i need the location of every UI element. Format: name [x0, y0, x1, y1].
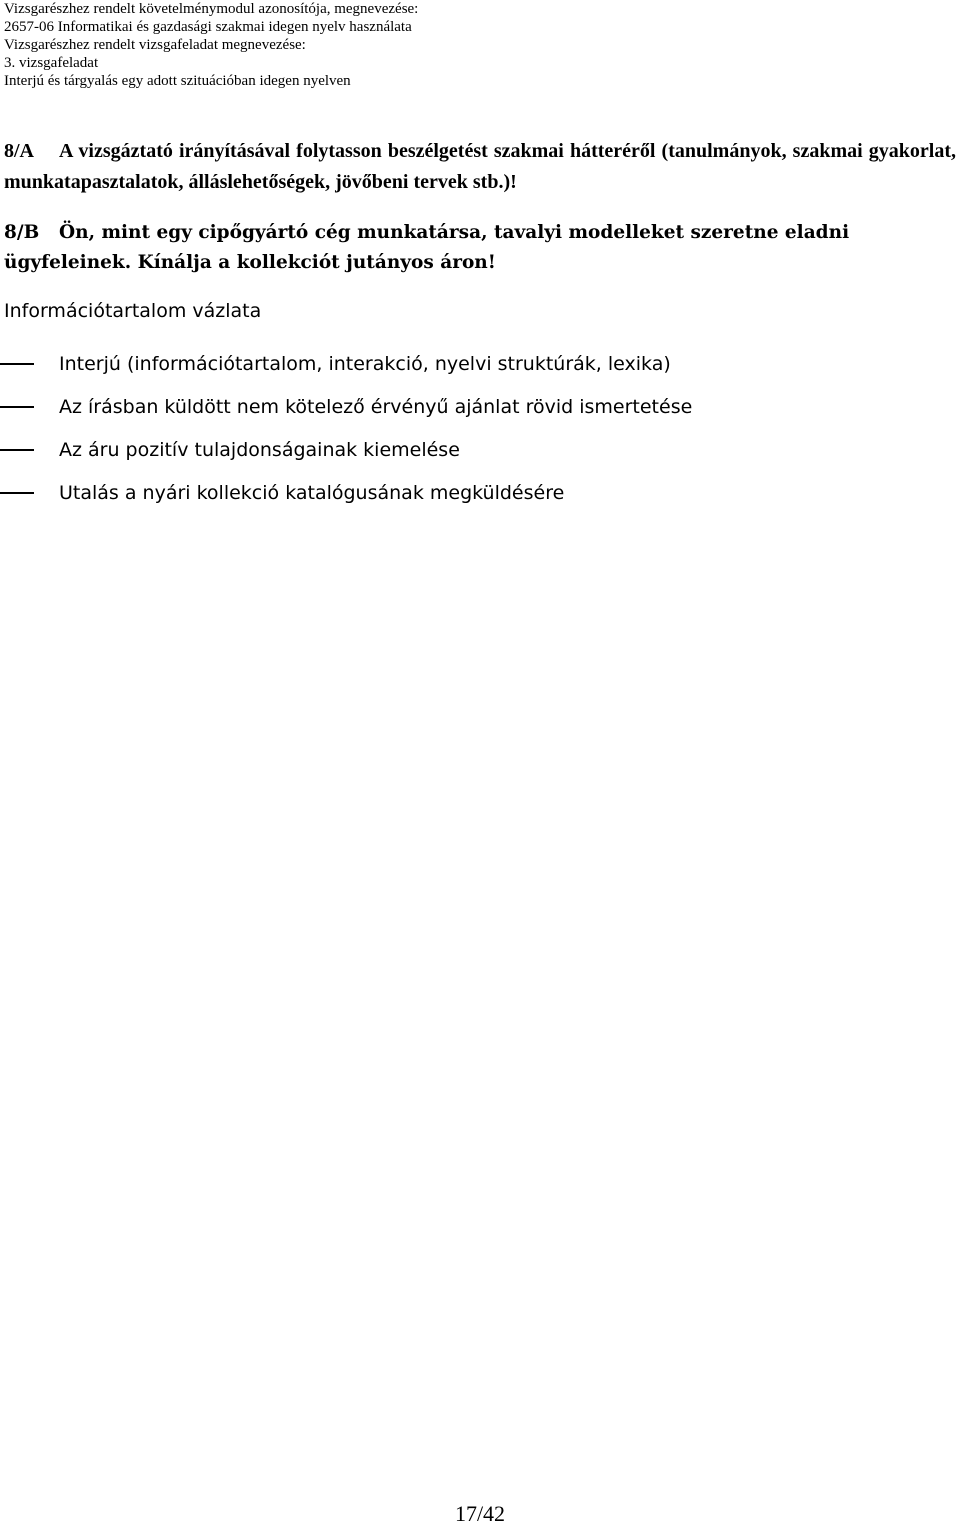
task-8a-code: 8/A [4, 140, 34, 162]
dash-bullet-icon [0, 449, 34, 451]
task-8b-text: Ön, mint egy cipőgyártó cég munkatársa, tavalyi modelleket szeretne eladni ügyfeleinek. Kínálja a kollekciót jutányos áron! [4, 222, 850, 273]
list-item-text: Interjú (információtartalom, interakció, nyelvi struktúrák, lexika) [59, 353, 671, 375]
task-8b-code: 8/B [4, 222, 40, 243]
outline-title: Információtartalom vázlata [4, 300, 262, 322]
task-8a [4, 136, 956, 198]
page-number: 17/42 [454, 1501, 506, 1526]
list-item-text: Az áru pozitív tulajdonságainak kiemelése [59, 439, 460, 461]
header-task-number: 3. vizsgafeladat [4, 55, 99, 71]
header-module-name: 2657-06 Informatikai és gazdasági szakmai idegen nyelv használata [4, 19, 412, 35]
header-module-label: Vizsgarészhez rendelt követelménymodul azonosítója, megnevezése: [4, 1, 419, 17]
task-8a-text: A vizsgáztató irányításával folytasson beszélgetést szakmai hátteréről (tanulmányok, szakmai gyakorlat, munkatapasztalatok, álláslehetőségek, jövőbeni tervek stb.)! [4, 140, 956, 193]
document-header [4, 0, 418, 90]
list-item-text: Az írásban küldött nem kötelező érvényű ajánlat rövid ismertetése [59, 396, 693, 418]
dash-bullet-icon [0, 406, 34, 408]
header-task-label: Vizsgarészhez rendelt vizsgafeladat megnevezése: [4, 37, 306, 53]
dash-bullet-icon [0, 492, 34, 494]
task-8b [4, 218, 956, 278]
header-task-name: Interjú és tárgyalás egy adott szituációban idegen nyelven [4, 73, 351, 89]
list-item-text: Utalás a nyári kollekció katalógusának megküldésére [59, 482, 565, 504]
dash-bullet-icon [0, 363, 34, 365]
